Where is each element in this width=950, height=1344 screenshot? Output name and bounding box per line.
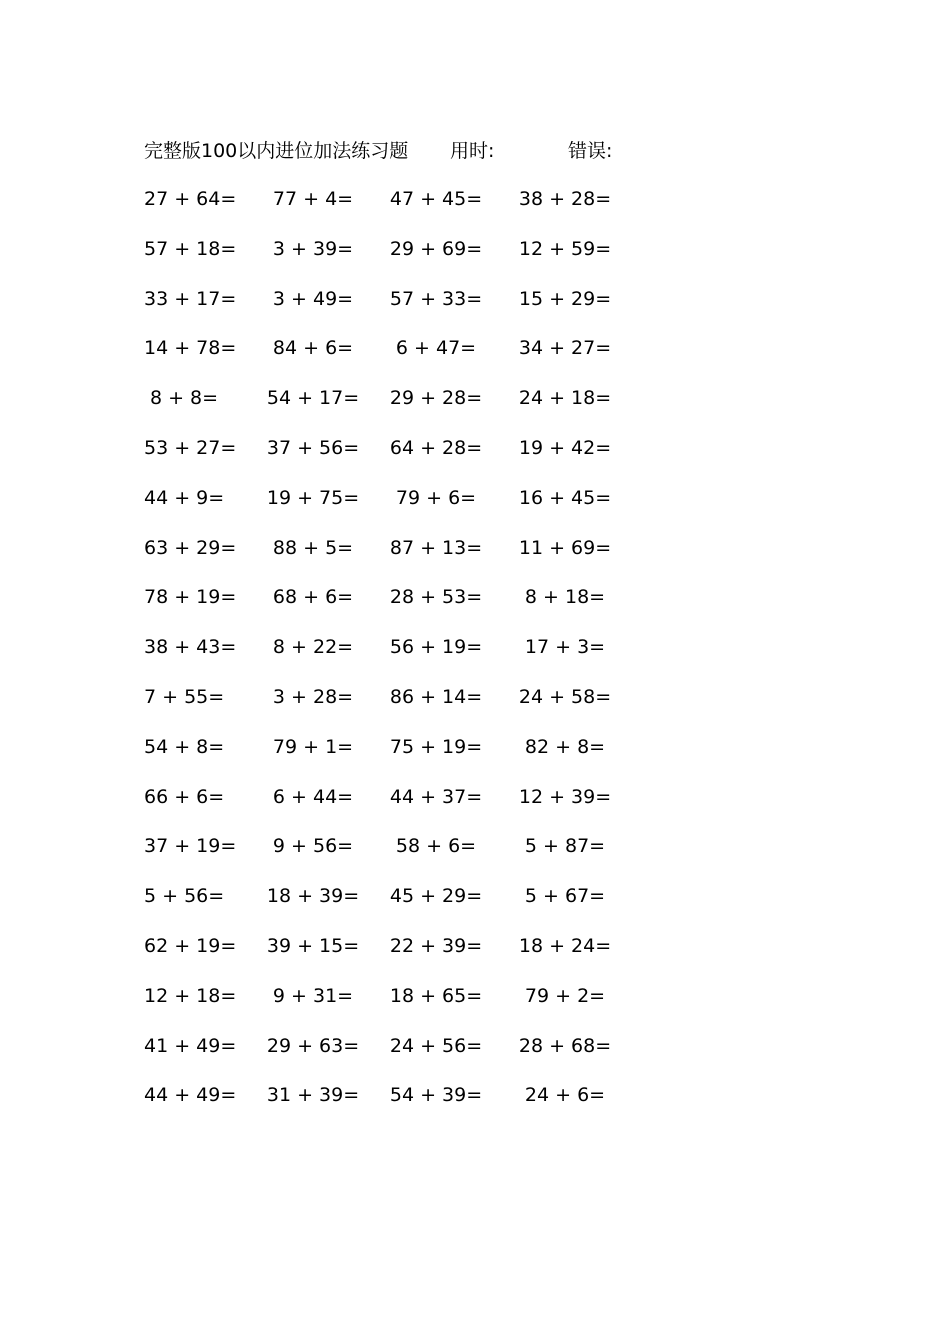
problem-item: 8 + 8= <box>149 387 219 410</box>
problem-row <box>144 733 664 783</box>
problem-item: 75 + 19= <box>389 735 483 758</box>
problem-item: 27 + 64= <box>144 188 237 210</box>
problem-item: 7 + 55= <box>144 685 225 708</box>
problem-row <box>144 683 664 733</box>
problem-item: 19 + 42= <box>518 436 612 459</box>
problem-item: 44 + 37= <box>389 785 483 808</box>
problem-item: 12 + 59= <box>518 237 612 260</box>
problem-item: 87 + 13= <box>389 536 483 559</box>
time-used-label: 用时: <box>450 140 495 162</box>
problem-row <box>144 982 664 1032</box>
problem-row <box>144 235 664 285</box>
problem-item: 33 + 17= <box>144 287 237 310</box>
problem-item: 38 + 28= <box>518 188 612 210</box>
problem-item: 5 + 67= <box>524 885 606 908</box>
problem-item: 12 + 39= <box>518 785 612 808</box>
problem-item: 56 + 19= <box>389 636 483 659</box>
problem-item: 63 + 29= <box>144 536 237 559</box>
problem-row <box>144 932 664 982</box>
problem-item: 3 + 39= <box>272 237 354 260</box>
problem-item: 29 + 69= <box>389 237 483 260</box>
problem-row <box>144 1032 664 1082</box>
problem-item: 54 + 8= <box>144 735 225 758</box>
problem-row <box>144 384 664 434</box>
problem-item: 45 + 29= <box>389 885 483 908</box>
problem-item: 54 + 17= <box>266 387 360 410</box>
problem-item: 3 + 28= <box>272 685 354 708</box>
problem-item: 79 + 1= <box>272 735 354 758</box>
problem-item: 57 + 33= <box>389 287 483 310</box>
problem-item: 53 + 27= <box>144 436 237 459</box>
problem-item: 68 + 6= <box>272 586 354 609</box>
problem-item: 88 + 5= <box>272 536 354 559</box>
problem-item: 18 + 24= <box>518 934 612 957</box>
problem-item: 79 + 6= <box>395 486 477 509</box>
problem-item: 37 + 19= <box>144 835 237 858</box>
problem-item: 62 + 19= <box>144 934 237 957</box>
problem-item: 31 + 39= <box>266 1084 360 1107</box>
problem-row <box>144 633 664 683</box>
problem-item: 24 + 18= <box>518 387 612 410</box>
problem-item: 29 + 63= <box>266 1034 360 1057</box>
problem-item: 66 + 6= <box>144 785 225 808</box>
problem-item: 9 + 31= <box>272 984 354 1007</box>
problem-item: 54 + 39= <box>389 1084 483 1107</box>
problem-item: 34 + 27= <box>518 337 612 360</box>
problem-item: 24 + 6= <box>524 1084 606 1107</box>
errors-label: 错误: <box>568 140 613 162</box>
problem-item: 29 + 28= <box>389 387 483 410</box>
problem-item: 15 + 29= <box>518 287 612 310</box>
problem-item: 12 + 18= <box>144 984 237 1007</box>
problem-row <box>144 484 664 534</box>
problem-row <box>144 185 664 235</box>
problem-item: 37 + 56= <box>266 436 360 459</box>
problem-row <box>144 882 664 932</box>
problem-item: 28 + 68= <box>518 1034 612 1057</box>
problem-item: 14 + 78= <box>144 337 237 360</box>
problem-item: 82 + 8= <box>524 735 606 758</box>
problem-item: 28 + 53= <box>389 586 483 609</box>
problem-item: 6 + 47= <box>395 337 477 360</box>
problem-row <box>144 285 664 335</box>
problem-row <box>144 832 664 882</box>
problem-item: 38 + 43= <box>144 636 237 659</box>
problem-item: 17 + 3= <box>524 636 606 659</box>
problem-item: 18 + 39= <box>266 885 360 908</box>
problem-item: 19 + 75= <box>266 486 360 509</box>
problem-item: 84 + 6= <box>272 337 354 360</box>
problem-item: 44 + 49= <box>144 1084 237 1107</box>
problem-item: 8 + 22= <box>272 636 354 659</box>
problem-item: 39 + 15= <box>266 934 360 957</box>
problem-row <box>144 583 664 633</box>
problem-item: 5 + 87= <box>524 835 606 858</box>
problem-item: 57 + 18= <box>144 237 237 260</box>
problem-item: 79 + 2= <box>524 984 606 1007</box>
problem-item: 24 + 58= <box>518 685 612 708</box>
problem-row <box>144 334 664 384</box>
problem-item: 5 + 56= <box>144 885 225 908</box>
problem-item: 3 + 49= <box>272 287 354 310</box>
problem-row <box>144 534 664 584</box>
problem-row <box>144 783 664 833</box>
problem-item: 9 + 56= <box>272 835 354 858</box>
problem-item: 58 + 6= <box>395 835 477 858</box>
problem-item: 16 + 45= <box>518 486 612 509</box>
problem-grid <box>144 185 664 1131</box>
worksheet-header <box>144 137 704 165</box>
problem-row <box>144 1081 664 1131</box>
problem-item: 24 + 56= <box>389 1034 483 1057</box>
worksheet-title: 完整版100以内进位加法练习题 <box>144 140 409 162</box>
problem-item: 6 + 44= <box>272 785 354 808</box>
problem-item: 18 + 65= <box>389 984 483 1007</box>
problem-item: 41 + 49= <box>144 1034 237 1057</box>
problem-item: 11 + 69= <box>518 536 612 559</box>
problem-item: 77 + 4= <box>272 188 354 210</box>
problem-item: 78 + 19= <box>144 586 237 609</box>
problem-row <box>144 434 664 484</box>
problem-item: 86 + 14= <box>389 685 483 708</box>
problem-item: 47 + 45= <box>389 188 483 210</box>
problem-item: 44 + 9= <box>144 486 225 509</box>
problem-item: 22 + 39= <box>389 934 483 957</box>
problem-item: 8 + 18= <box>524 586 606 609</box>
problem-item: 64 + 28= <box>389 436 483 459</box>
